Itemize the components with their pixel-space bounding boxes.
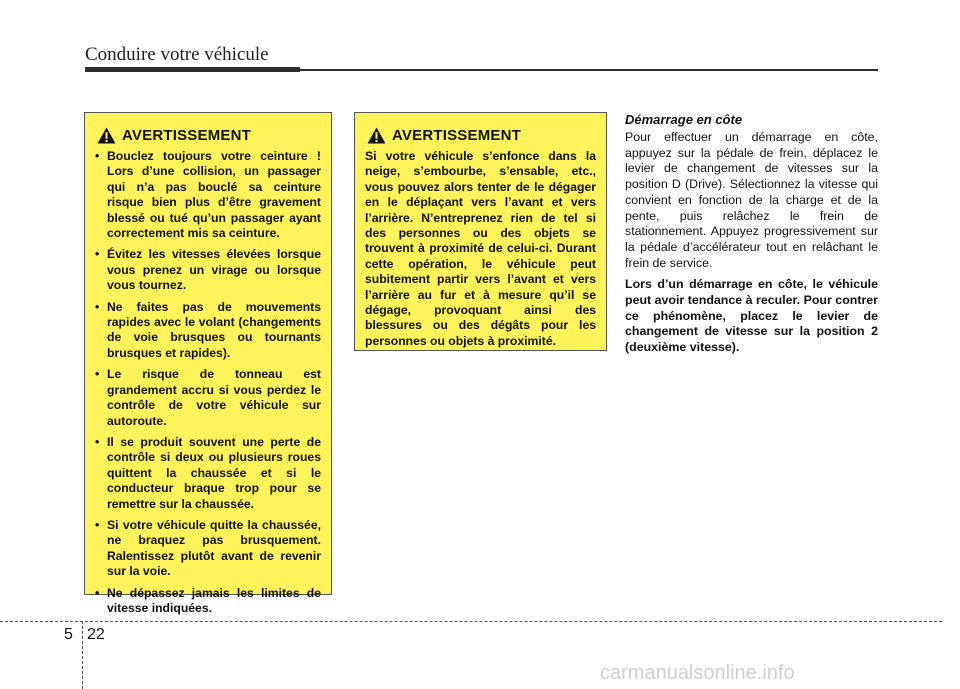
hill-start-section — [625, 112, 878, 362]
warning-box-stuck-vehicle — [354, 112, 607, 351]
list-item: • Bouclez toujours votre ceinture ! Lors d’une collision, un passager qui n’a pas bouclé sa ceinture risque bien plus d’être gravement blessé ou tué qu’un passager ayant correctement mis sa ceinture. — [95, 149, 321, 241]
footer-dashed-divider — [82, 621, 83, 689]
page-number: 22 — [87, 626, 105, 643]
warning-title: AVERTISSEMENT — [392, 126, 522, 144]
warning-bullet-list — [95, 149, 321, 616]
paragraph-hill-note: Lors d’un démarrage en côte, le véhicule peut avoir tendance à reculer. Pour contrer ce phénomène, placez le levier de changement de vitesse sur la position 2 (deuxième vitesse). — [625, 277, 878, 355]
warning-box-driving — [84, 112, 332, 615]
warning-header — [95, 125, 321, 145]
warning-triangle-icon — [97, 127, 116, 144]
warning-title: AVERTISSEMENT — [122, 126, 252, 144]
paragraph-instructions: Pour effectuer un démarrage en côte, appuyez sur la pédale de frein, déplacez le levier de changement de vitesses sur la position D (Drive). Sélectionnez la vitesse qui convient en fonction de la charge et de la pente, puis relâchez le frein de stationnement. Appuyez progressivement sur la pédale d’accélérateur tout en relâchant le frein de service. — [625, 130, 878, 270]
list-item: • Évitez les vitesses élevées lorsque vous prenez un virage ou lorsque vous tournez. — [95, 247, 321, 293]
header-rule-thick — [85, 67, 300, 72]
section-number: 5 — [64, 626, 73, 643]
footer-dashed-rule — [0, 621, 942, 622]
header-rule-thin — [300, 69, 878, 71]
list-item: • Le risque de tonneau est grandement accru si vous perdez le contrôle de votre véhicule sur autoroute. — [95, 367, 321, 429]
section-heading: Démarrage en côte — [625, 112, 743, 127]
list-item: • Il se produit souvent une perte de contrôle si deux ou plusieurs roues quittent la chaussée et si le conducteur braque trop pour se remettre sur la chaussée. — [95, 435, 321, 512]
warning-triangle-icon — [367, 127, 386, 144]
warning-header — [365, 125, 596, 145]
list-item: • Ne faites pas de mouvements rapides avec le volant (changements de voie brusques ou tournants brusques et rapides). — [95, 300, 321, 362]
list-item: • Ne dépassez jamais les limites de vitesse indiquées. — [95, 586, 321, 617]
warning-text: Si votre véhicule s’enfonce dans la neige, s’embourbe, s’ensable, etc., vous pouvez alors tenter de le dégager en le déplaçant vers l’avant et vers l’arrière. N’entreprenez rien de tel si des personnes ou des objets se trouvent à proximité de celui-ci. Durant cette opération, le véhicule peut subitement partir vers l’avant et vers l’arrière au fur et à mesure qu’il se dégage, provoquant ainsi des blessures ou des dégâts pour les personnes ou objets à proximité. — [365, 149, 596, 348]
list-item: • Si votre véhicule quitte la chaussée, ne braquez pas brusquement. Ralentissez plutôt avant de revenir sur la voie. — [95, 518, 321, 580]
watermark-text: carmanualsonline.info — [600, 662, 795, 684]
header-title: Conduire votre véhicule — [85, 44, 269, 65]
